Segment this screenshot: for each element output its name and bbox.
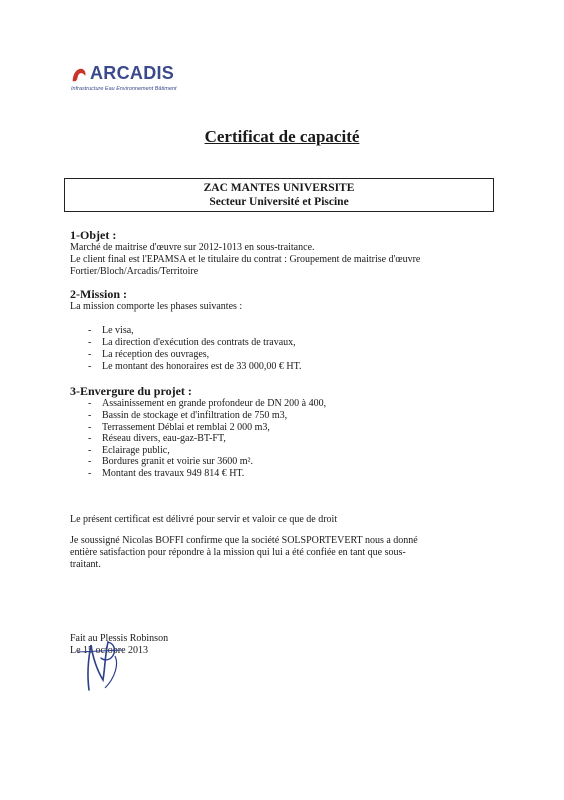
list-item: - Le montant des honoraires est de 33 000,00 € HT. [88, 361, 510, 373]
envergure-list [70, 398, 510, 479]
list-item: - Eclairage public, [88, 445, 510, 457]
list-item: - Bordures granit et voirie sur 3600 m². [88, 456, 510, 468]
project-name: ZAC MANTES UNIVERSITE [203, 182, 355, 194]
project-sector: Secteur Université et Piscine [209, 196, 349, 208]
confirmation-line: entière satisfaction pour répondre à la mission qui lui a été confiée en tant que sous- [70, 547, 406, 559]
confirmation-line: Je soussigné Nicolas BOFFI confirme que la société SOLSPORTEVERT nous a donné [70, 535, 418, 547]
objet-line: Fortier/Bloch/Arcadis/Territoire [70, 265, 199, 277]
handwritten-signature [75, 630, 145, 700]
mission-intro: La mission comporte les phases suivantes : [70, 301, 243, 313]
mission-heading: 2-Mission : [70, 287, 127, 302]
objet-line: Le client final est l'EPAMSA et le titulaire du contrat : Groupement de maitrise d'œuvre [70, 253, 421, 265]
envergure-heading: 3-Envergure du projet : [70, 384, 192, 399]
list-item: - Terrassement Déblai et remblai 2 000 m3, [88, 422, 510, 434]
document-body [70, 228, 510, 571]
list-item: - Le visa, [88, 325, 510, 337]
logo-name: ARCADIS [90, 63, 175, 83]
mission-list [70, 325, 510, 372]
list-item: - La réception des ouvrages, [88, 349, 510, 361]
page-title: Certificat de capacité [204, 127, 360, 146]
list-item: - Assainissement en grande profondeur de DN 200 à 400, [88, 398, 510, 410]
project-box [64, 178, 494, 212]
objet-line: Marché de maitrise d'œuvre sur 2012-1013 en sous-traitance. [70, 242, 315, 253]
objet-heading: 1-Objet : [70, 228, 117, 242]
place-line: Fait au Plessis Robinson [70, 633, 169, 644]
list-item: - Bassin de stockage et d'infiltration de 750 m3, [88, 410, 510, 422]
list-item: - La direction d'exécution des contrats de travaux, [88, 337, 510, 349]
list-item: - Réseau divers, eau-gaz-BT-FT, [88, 433, 510, 445]
arcadis-logo [70, 64, 230, 98]
list-item: - Montant des travaux 949 814 € HT. [88, 468, 510, 480]
date-line: Le 15 octobre 2013 [70, 644, 149, 656]
arcadis-logo-icon [70, 66, 88, 84]
confirmation-line: traitant. [70, 558, 101, 570]
logo-tagline: Infrastructure Eau Environnement Bâtiment [71, 86, 177, 92]
certificate-statement: Le présent certificat est délivré pour servir et valoir ce que de droit [70, 513, 338, 525]
